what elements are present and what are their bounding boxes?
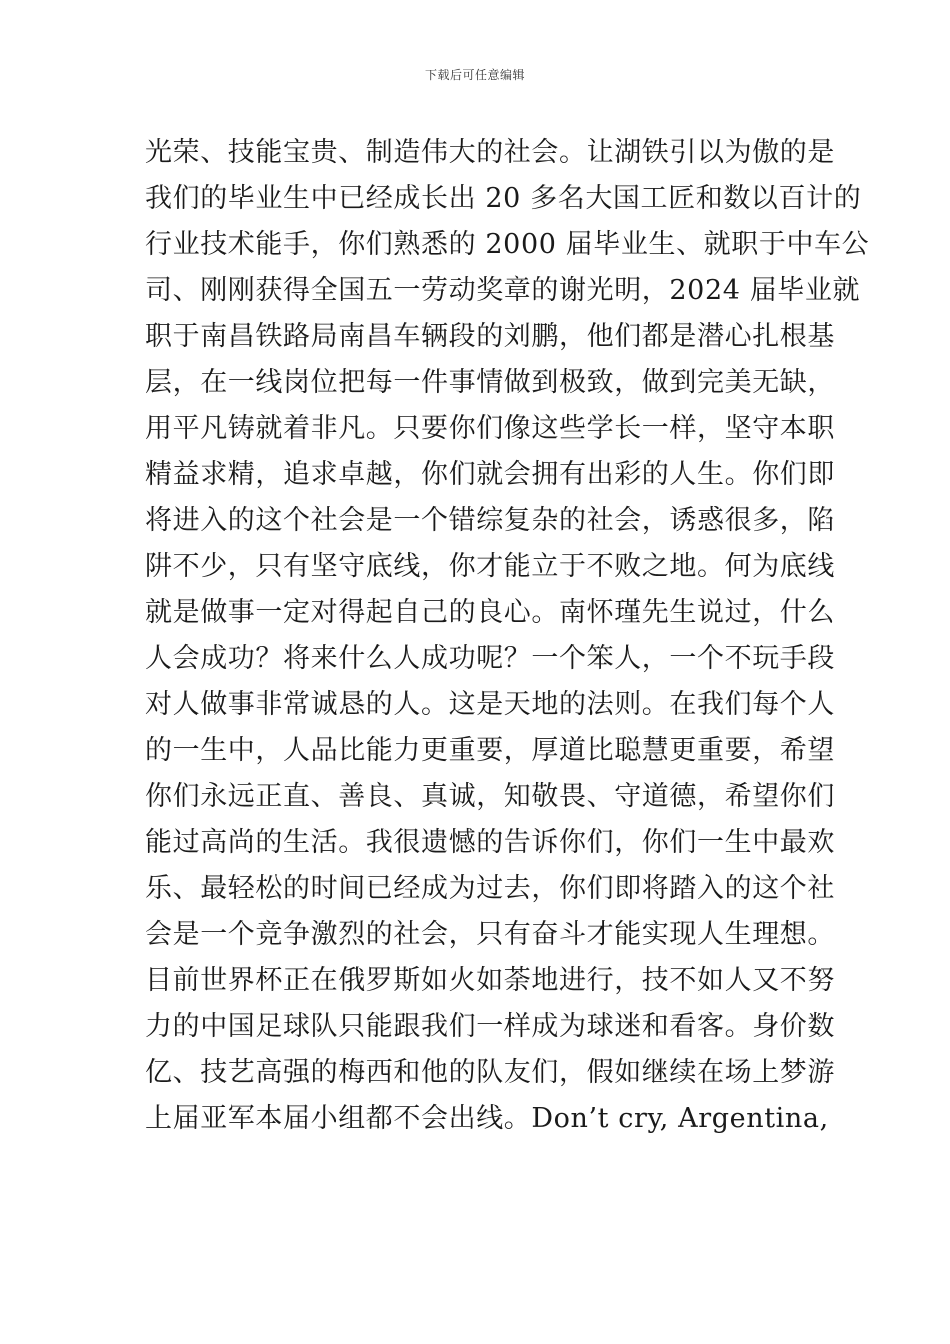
text-line: 上届亚军本届小组都不会出线。Don’t cry, Argentina, xyxy=(145,1103,829,1134)
text-line: 亿、技艺高强的梅西和他的队友们，假如继续在场上梦游 xyxy=(145,1057,835,1088)
text-line: 我们的毕业生中已经成长出 20 多名大国工匠和数以百计的 xyxy=(145,183,862,214)
page-header: 下载后可任意编辑 xyxy=(424,68,525,82)
text-line: 乐、最轻松的时间已经成为过去，你们即将踏入的这个社 xyxy=(145,873,835,904)
body-text xyxy=(145,130,870,1142)
text-line: 会是一个竞争激烈的社会，只有奋斗才能实现人生理想。 xyxy=(145,919,835,950)
text-line: 层，在一线岗位把每一件事情做到极致，做到完美无缺， xyxy=(145,367,835,398)
text-line: 用平凡铸就着非凡。只要你们像这些学长一样，坚守本职 xyxy=(145,413,835,444)
text-line: 精益求精，追求卓越，你们就会拥有出彩的人生。你们即 xyxy=(145,459,835,490)
text-line: 对人做事非常诚恳的人。这是天地的法则。在我们每个人 xyxy=(145,689,835,720)
text-line: 行业技术能手，你们熟悉的 2000 届毕业生、就职于中车公 xyxy=(145,229,870,260)
text-line: 力的中国足球队只能跟我们一样成为球迷和看客。身价数 xyxy=(145,1011,835,1042)
text-line: 能过高尚的生活。我很遗憾的告诉你们，你们一生中最欢 xyxy=(145,827,835,858)
text-line: 光荣、技能宝贵、制造伟大的社会。让湖铁引以为傲的是 xyxy=(145,137,835,168)
text-line: 司、刚刚获得全国五一劳动奖章的谢光明，2024 届毕业就 xyxy=(145,275,861,306)
text-line: 阱不少，只有坚守底线，你才能立于不败之地。何为底线 xyxy=(145,551,835,582)
text-line: 目前世界杯正在俄罗斯如火如荼地进行，技不如人又不努 xyxy=(145,965,835,996)
text-line: 你们永远正直、善良、真诚，知敬畏、守道德，希望你们 xyxy=(145,781,835,812)
text-line: 人会成功？将来什么人成功呢？一个笨人，一个不玩手段 xyxy=(145,643,835,674)
text-line: 职于南昌铁路局南昌车辆段的刘鹏，他们都是潜心扎根基 xyxy=(145,321,835,352)
text-line: 的一生中，人品比能力更重要，厚道比聪慧更重要，希望 xyxy=(145,735,835,766)
text-line: 将进入的这个社会是一个错综复杂的社会，诱惑很多，陷 xyxy=(145,505,835,536)
text-line: 就是做事一定对得起自己的良心。南怀瑾先生说过，什么 xyxy=(145,597,835,628)
